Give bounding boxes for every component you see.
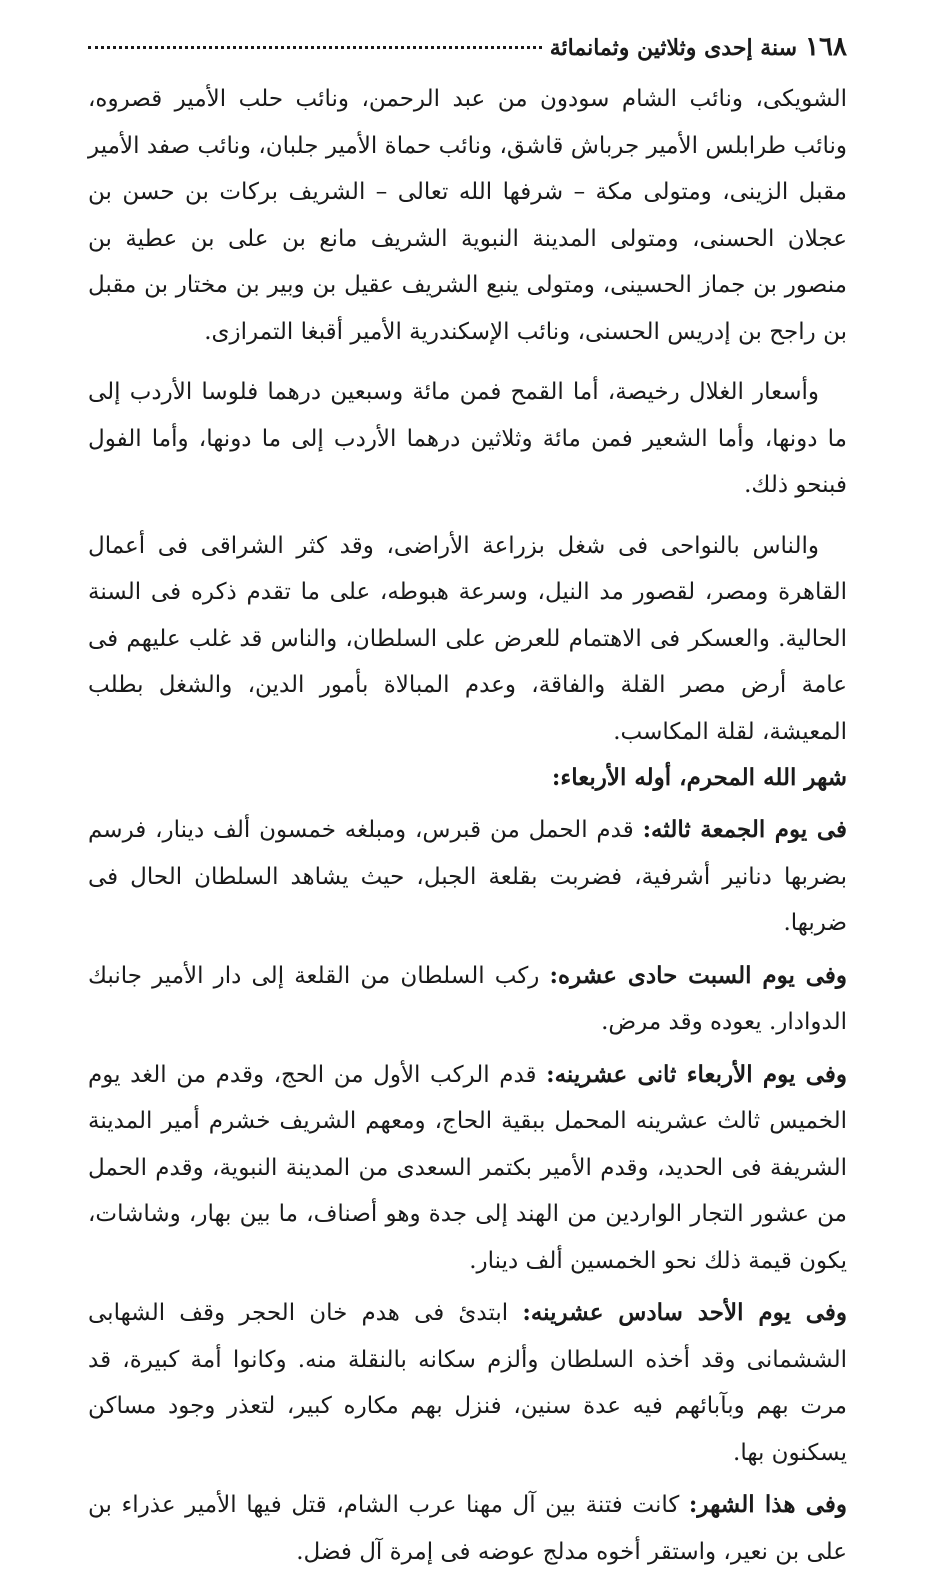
book-page	[88, 32, 848, 1565]
entry-date: فى يوم الجمعة ثالثه:	[642, 816, 847, 843]
entry-date: وفى يوم الأحد سادس عشرينه:	[522, 1299, 847, 1326]
entry-sunday-twenty-sixth	[88, 1290, 847, 1476]
entry-saturday-eleventh	[88, 953, 847, 1046]
paragraph-agriculture: والناس بالنواحى فى شغل بزراعة الأراضى، وقد كثر الشراقى فى أعمال القاهرة ومصر، لقصور مد النيل، وسرعة هبوطه، على ما تقدم ذكره فى السنة الحالية. والعسكر فى الاهتمام للعرض على السلطان، والناس قد غلب عليهم فى عامة أرض مصر القلة والفاقة، وعدم المبالاة بأمور الدين، والشغل بطلب المعيشة، لقلة المكاسب.	[88, 532, 847, 745]
running-header	[88, 32, 847, 76]
page-number: ١٦٨	[805, 32, 847, 62]
entry-date: وفى يوم السبت حادى عشره:	[549, 961, 848, 989]
paragraph-grain-prices: وأسعار الغلال رخيصة، أما القمح فمن مائة وسبعين درهما فلوسا الأردب إلى ما دونها، وأما الشعير فمن مائة وثلاثين درهما الأردب إلى ما دونها، وأما الفول فبنحو ذلك.	[88, 379, 847, 498]
entry-text: قدم الركب الأول من الحج، وقدم من الغد يوم الخميس ثالث عشرينه المحمل ببقية الحاج، ومعهم الشريف خشرم أمير المدينة الشريفة فى الحديد، وقدم الأمير بكتمر السعدى من المدينة النبوية، وقدم الحمل من عشور التجار الواردين من الهند إلى جدة وهو أصناف، ما بين بهار، وشاشات، يكون قيمة ذلك نحو الخمسين ألف دينار.	[88, 1061, 847, 1274]
entry-wednesday-twenty-second	[88, 1052, 847, 1285]
running-title: سنة إحدى وثلاثين وثمانمائة	[549, 35, 798, 61]
entry-date: وفى يوم الأربعاء ثانى عشرينه:	[546, 1060, 847, 1088]
entry-text: كانت فتنة بين آل مهنا عرب الشام، قتل فيها الأمير عذراء بن على بن نعير، واستقر أخوه مدلج عوضه فى إمرة آل فضل.	[88, 1492, 847, 1565]
entry-text: ركب السلطان من القلعة إلى دار الأمير جانبك الدوادار. يعوده وقد مرض.	[88, 962, 847, 1035]
entry-friday-third	[88, 807, 847, 947]
entry-date: وفى هذا الشهر:	[688, 1491, 848, 1518]
header-dotted-leader	[88, 46, 542, 49]
entry-this-month	[88, 1482, 847, 1575]
paragraph-officials: الشويكى، ونائب الشام سودون من عبد الرحمن، ونائب حلب الأمير قصروه، ونائب طرابلس الأمير جرباش قاشق، ونائب حماة الأمير جلبان، ونائب صفد الأمير مقبل الزينى، ومتولى مكة – شرفها الله تعالى – الشريف بركات بن حسن بن عجلان الحسنى، ومتولى المدينة النبوية الشريف مانع بن على بن عطية بن منصور بن جماز الحسينى، ومتولى ينبع الشريف عقيل بن وبير بن مختار بن مقبل بن راجح بن إدريس الحسنى، ونائب الإسكندرية الأمير أقبغا التمرازى.	[88, 86, 847, 345]
entry-text: قدم الحمل من قبرس، ومبلغه خمسون ألف دينار، فرسم بضربها دنانير أشرفية، فضربت بقلعة الجبل، حيث يشاهد السلطان الحال فى ضربها.	[88, 817, 847, 936]
entry-text: ابتدئ فى هدم خان الحجر وقف الشهابى الششمانى وقد أخذه السلطان وألزم سكانه بالنقلة منه. وكانوا أمة كبيرة، قد مرت بهم وبآبائهم فيه عدة سنين، فنزل بهم مكاره كبير، لتعذر وجود مساكن يسكنون بها.	[88, 1300, 847, 1466]
month-heading: شهر الله المحرم، أوله الأربعاء:	[551, 764, 847, 791]
